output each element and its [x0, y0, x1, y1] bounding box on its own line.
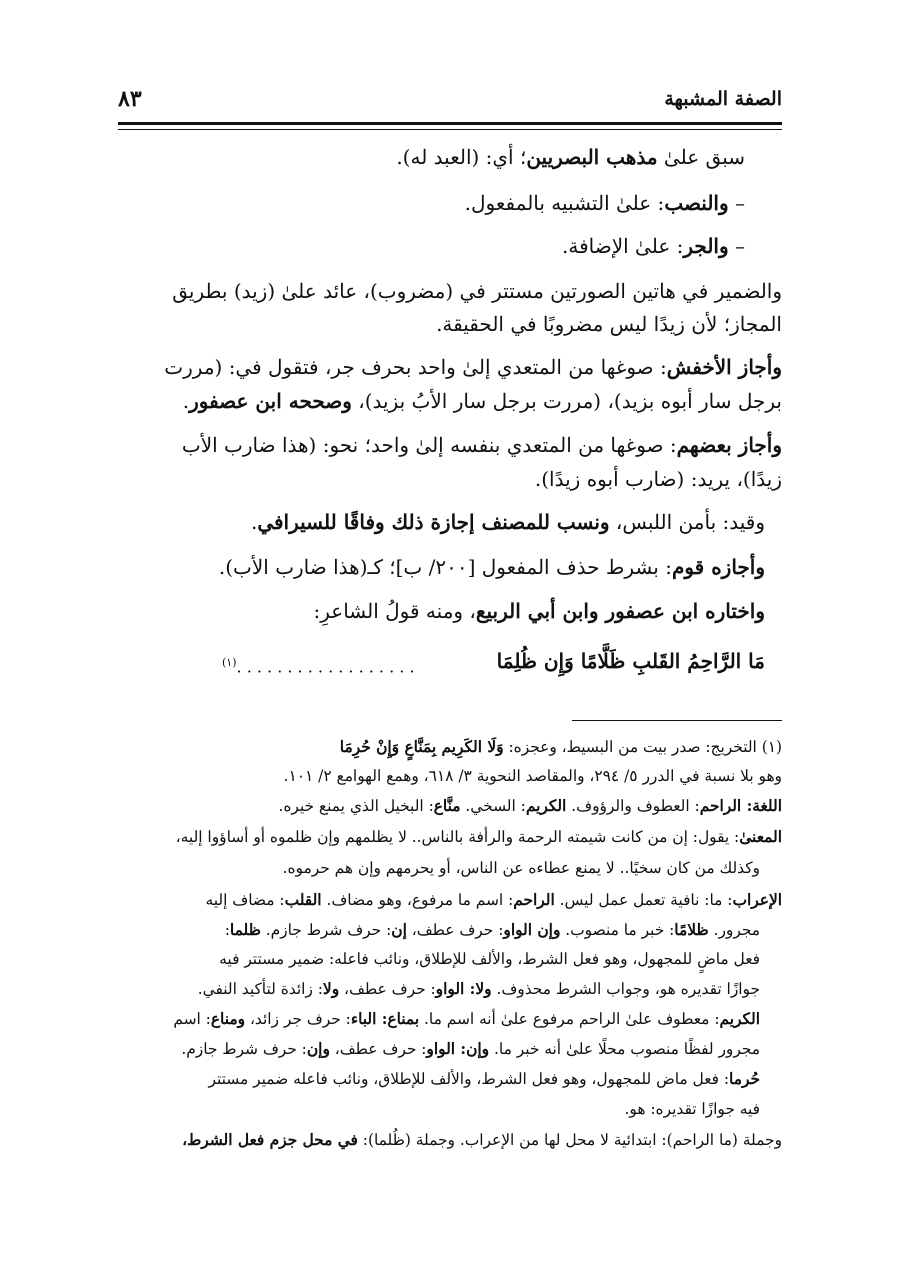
footnote-line: المعنىٰ: يقول: إن من كانت شيمته الرحمة والرأفة بالناس.. لا يظلمهم وإن ظلموه أو أساؤوا إليه،	[175, 828, 782, 846]
body-line: والضمير في هاتين الصورتين مستتر في (مضروب)، عائد علىٰ (زيد) بطريق	[172, 279, 782, 303]
footnote-line: اللغة: الراحم: العطوف والرؤوف. الكريم: السخي. منَّاع: البخيل الذي يمنع خيره.	[278, 797, 782, 815]
footnote-line: الكريم: معطوف علىٰ الراحم مرفوع علىٰ أنه اسم ما. بمناع: الباء: حرف جر زائد، ومناع: اسم	[173, 1010, 760, 1028]
verse-hemistich: مَا الرَّاحِمُ القَلبِ ظَلَّامًا وَإِن ظُلِمَا	[496, 649, 765, 673]
verse-ellipsis: $^{(١)}$. . . . . . . . . . . . . . . . . .	[222, 656, 415, 677]
body-line: – والجر: علىٰ الإضافة.	[562, 234, 745, 258]
footnote-line: فيه جوازًا تقديره: هو.	[624, 1100, 760, 1118]
footnote-line: وجملة (ما الراحم): ابتدائية لا محل لها من الإعراب. وجملة (ظُلما): في محل جزم فعل الشرط،	[182, 1131, 782, 1149]
body-line: وقيد: بأمن اللبس، ونسب للمصنف إجازة ذلك وفاقًا للسيرافي.	[250, 510, 765, 534]
body-line: زيدًا)، يريد: (ضارب أبوه زيدًا).	[534, 467, 782, 491]
footnote-line: حُرما: فعل ماض للمجهول، وهو فعل الشرط، والألف للإطلاق، ونائب فاعله ضمير مستتر	[208, 1070, 760, 1088]
footnote-line: فعل ماضٍ للمجهول، وهو فعل الشرط، والألف للإطلاق، ونائب فاعله: ضمير مستتر فيه	[219, 950, 760, 968]
footnote-line: جوازًا تقديره هو، وجواب الشرط محذوف. ولا: الواو: حرف عطف، ولا: زائدة لتأكيد النفي.	[197, 980, 760, 998]
footnote-line: وكذلك من كان سخيًا.. لا يمنع عطاءه عن الناس، أو يحرمهم وإن هم حرموه.	[282, 859, 760, 877]
footnote-line: مجرور. ظلامًا: خبر ما منصوب. وإن الواو: حرف عطف، إن: حرف شرط جازم. ظلما:	[224, 921, 760, 939]
body-line: وأجاز الأخفش: صوغها من المتعدي إلىٰ واحد بحرف جر، فتقول في: (مررت	[164, 355, 782, 379]
running-title: الصفة المشبهة	[664, 88, 782, 110]
footnote-line: مجرور لفظًا منصوب محلًا علىٰ أنه خبر ما. وإن: الواو: حرف عطف، وإن: حرف شرط جازم.	[181, 1040, 760, 1058]
footnote-line: (١) التخريج: صدر بيت من البسيط، وعجزه: وَلَا الكَرِيم بِمَنَّاعٍ وَإِنْ حُرِمَا	[339, 738, 782, 756]
page-number: ٨٣	[118, 86, 142, 112]
body-line: سبق علىٰ مذهب البصريين؛ أي: (العبد له).	[396, 145, 745, 169]
page-header	[118, 88, 782, 118]
body-line: واختاره ابن عصفور وابن أبي الربيع، ومنه قولُ الشاعرِ:	[313, 599, 765, 623]
header-rule-thin	[118, 129, 782, 130]
footnote-separator	[572, 720, 782, 721]
body-line: المجاز؛ لأن زيدًا ليس مضروبًا في الحقيقة.	[436, 312, 782, 336]
footnote-line: الإعراب: ما: نافية تعمل عمل ليس. الراحم: اسم ما مرفوع، وهو مضاف. القلب: مضاف إليه	[205, 891, 782, 909]
body-line: برجل سار أبوه بزيد)، (مررت برجل سار الأبُ بزيد)، وصححه ابن عصفور.	[182, 389, 782, 413]
body-line: وأجازه قوم: بشرط حذف المفعول [٢٠٠/ ب]؛ كـ(هذا ضارب الأب).	[218, 555, 765, 579]
body-line: وأجاز بعضهم: صوغها من المتعدي بنفسه إلىٰ واحد؛ نحو: (هذا ضارب الأب	[181, 433, 782, 457]
body-line: – والنصب: علىٰ التشبيه بالمفعول.	[464, 191, 745, 215]
footnote-marker: (١)	[222, 656, 237, 669]
footnote-line: وهو بلا نسبة في الدرر ٥/ ٢٩٤، والمقاصد النحوية ٣/ ٦١٨، وهمع الهوامع ٢/ ١٠١.	[283, 767, 782, 785]
header-rule-thick	[118, 122, 782, 125]
